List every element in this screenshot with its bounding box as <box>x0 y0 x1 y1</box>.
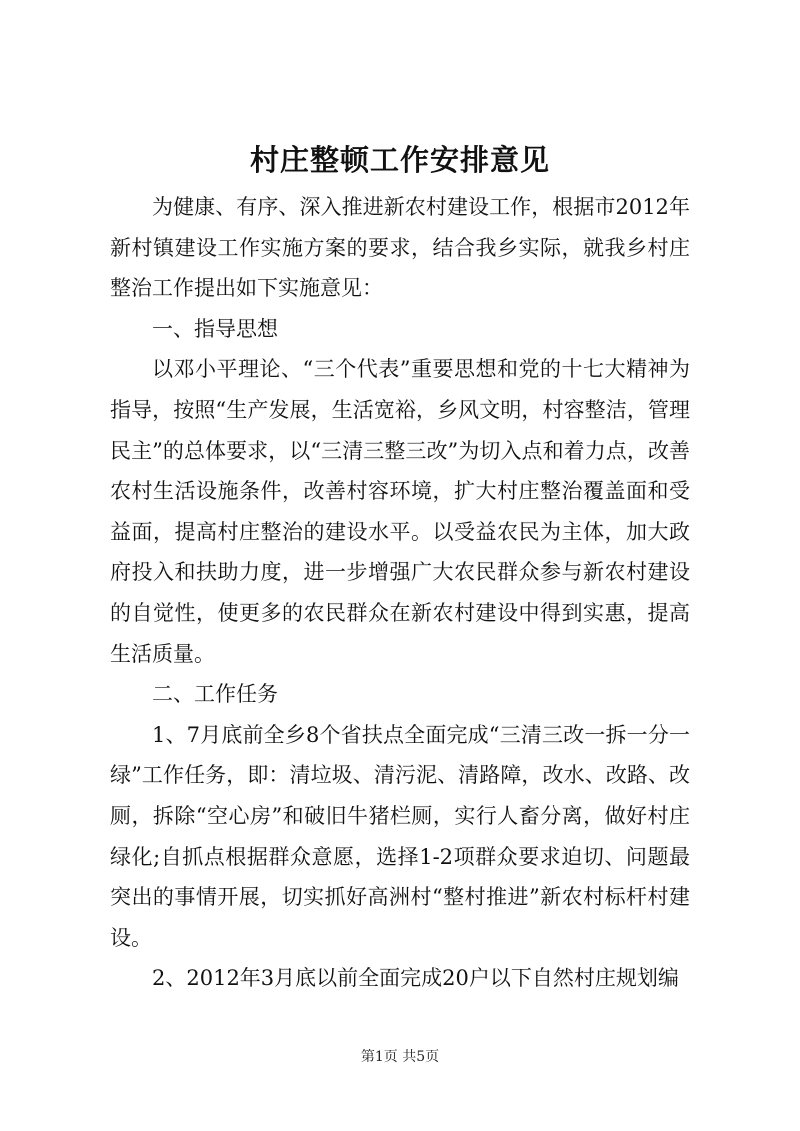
page-number-footer: 第1页 共5页 <box>360 1049 440 1065</box>
section-heading-work-tasks: 二、工作任务 <box>152 682 278 707</box>
document-title: 村庄整顿工作安排意见 <box>249 143 550 177</box>
guiding-ideology-paragraph: 以邓小平理论、“三个代表”重要思想和党的十七大精神为指导，按照“生产发展，生活宽裕，乡风文明，村容整洁，管理民主”的总体要求，以“三清三整三改”为切入点和着力点，改善农村生活设施条件，改善村容环境，扩大村庄整治覆盖面和受益面，提高村庄整治的建设水平。以受益农民为主体，加大政府投入和扶助力度，进一步增强广大农民群众参与新农村建设的自觉性，使更多的农民群众在新农村建设中得到实惠，提高生活质量。 <box>110 357 690 666</box>
section-heading-guiding-ideology: 一、指导思想 <box>152 316 278 341</box>
document-body <box>110 187 690 999</box>
task-item-1: 1、7月底前全乡8个省扶点全面完成“三清三改一拆一分一绿”工作任务，即：清垃圾、清污泥、清路障，改水、改路、改厕，拆除“空心房”和破旧牛猪栏厕，实行人畜分离，做好村庄绿化;自抓点根据群众意愿，选择1-2项群众要求迫切、问题最突出的事情开展，切实抓好高洲村“整村推进”新农村标杆村建设。 <box>110 722 690 950</box>
task-item-2: 2、2012年3月底以前全面完成20户以下自然村庄规划编 <box>152 966 679 991</box>
intro-paragraph: 为健康、有序、深入推进新农村建设工作，根据市2012年新村镇建设工作实施方案的要求，结合我乡实际，就我乡村庄整治工作提出如下实施意见： <box>110 195 690 301</box>
